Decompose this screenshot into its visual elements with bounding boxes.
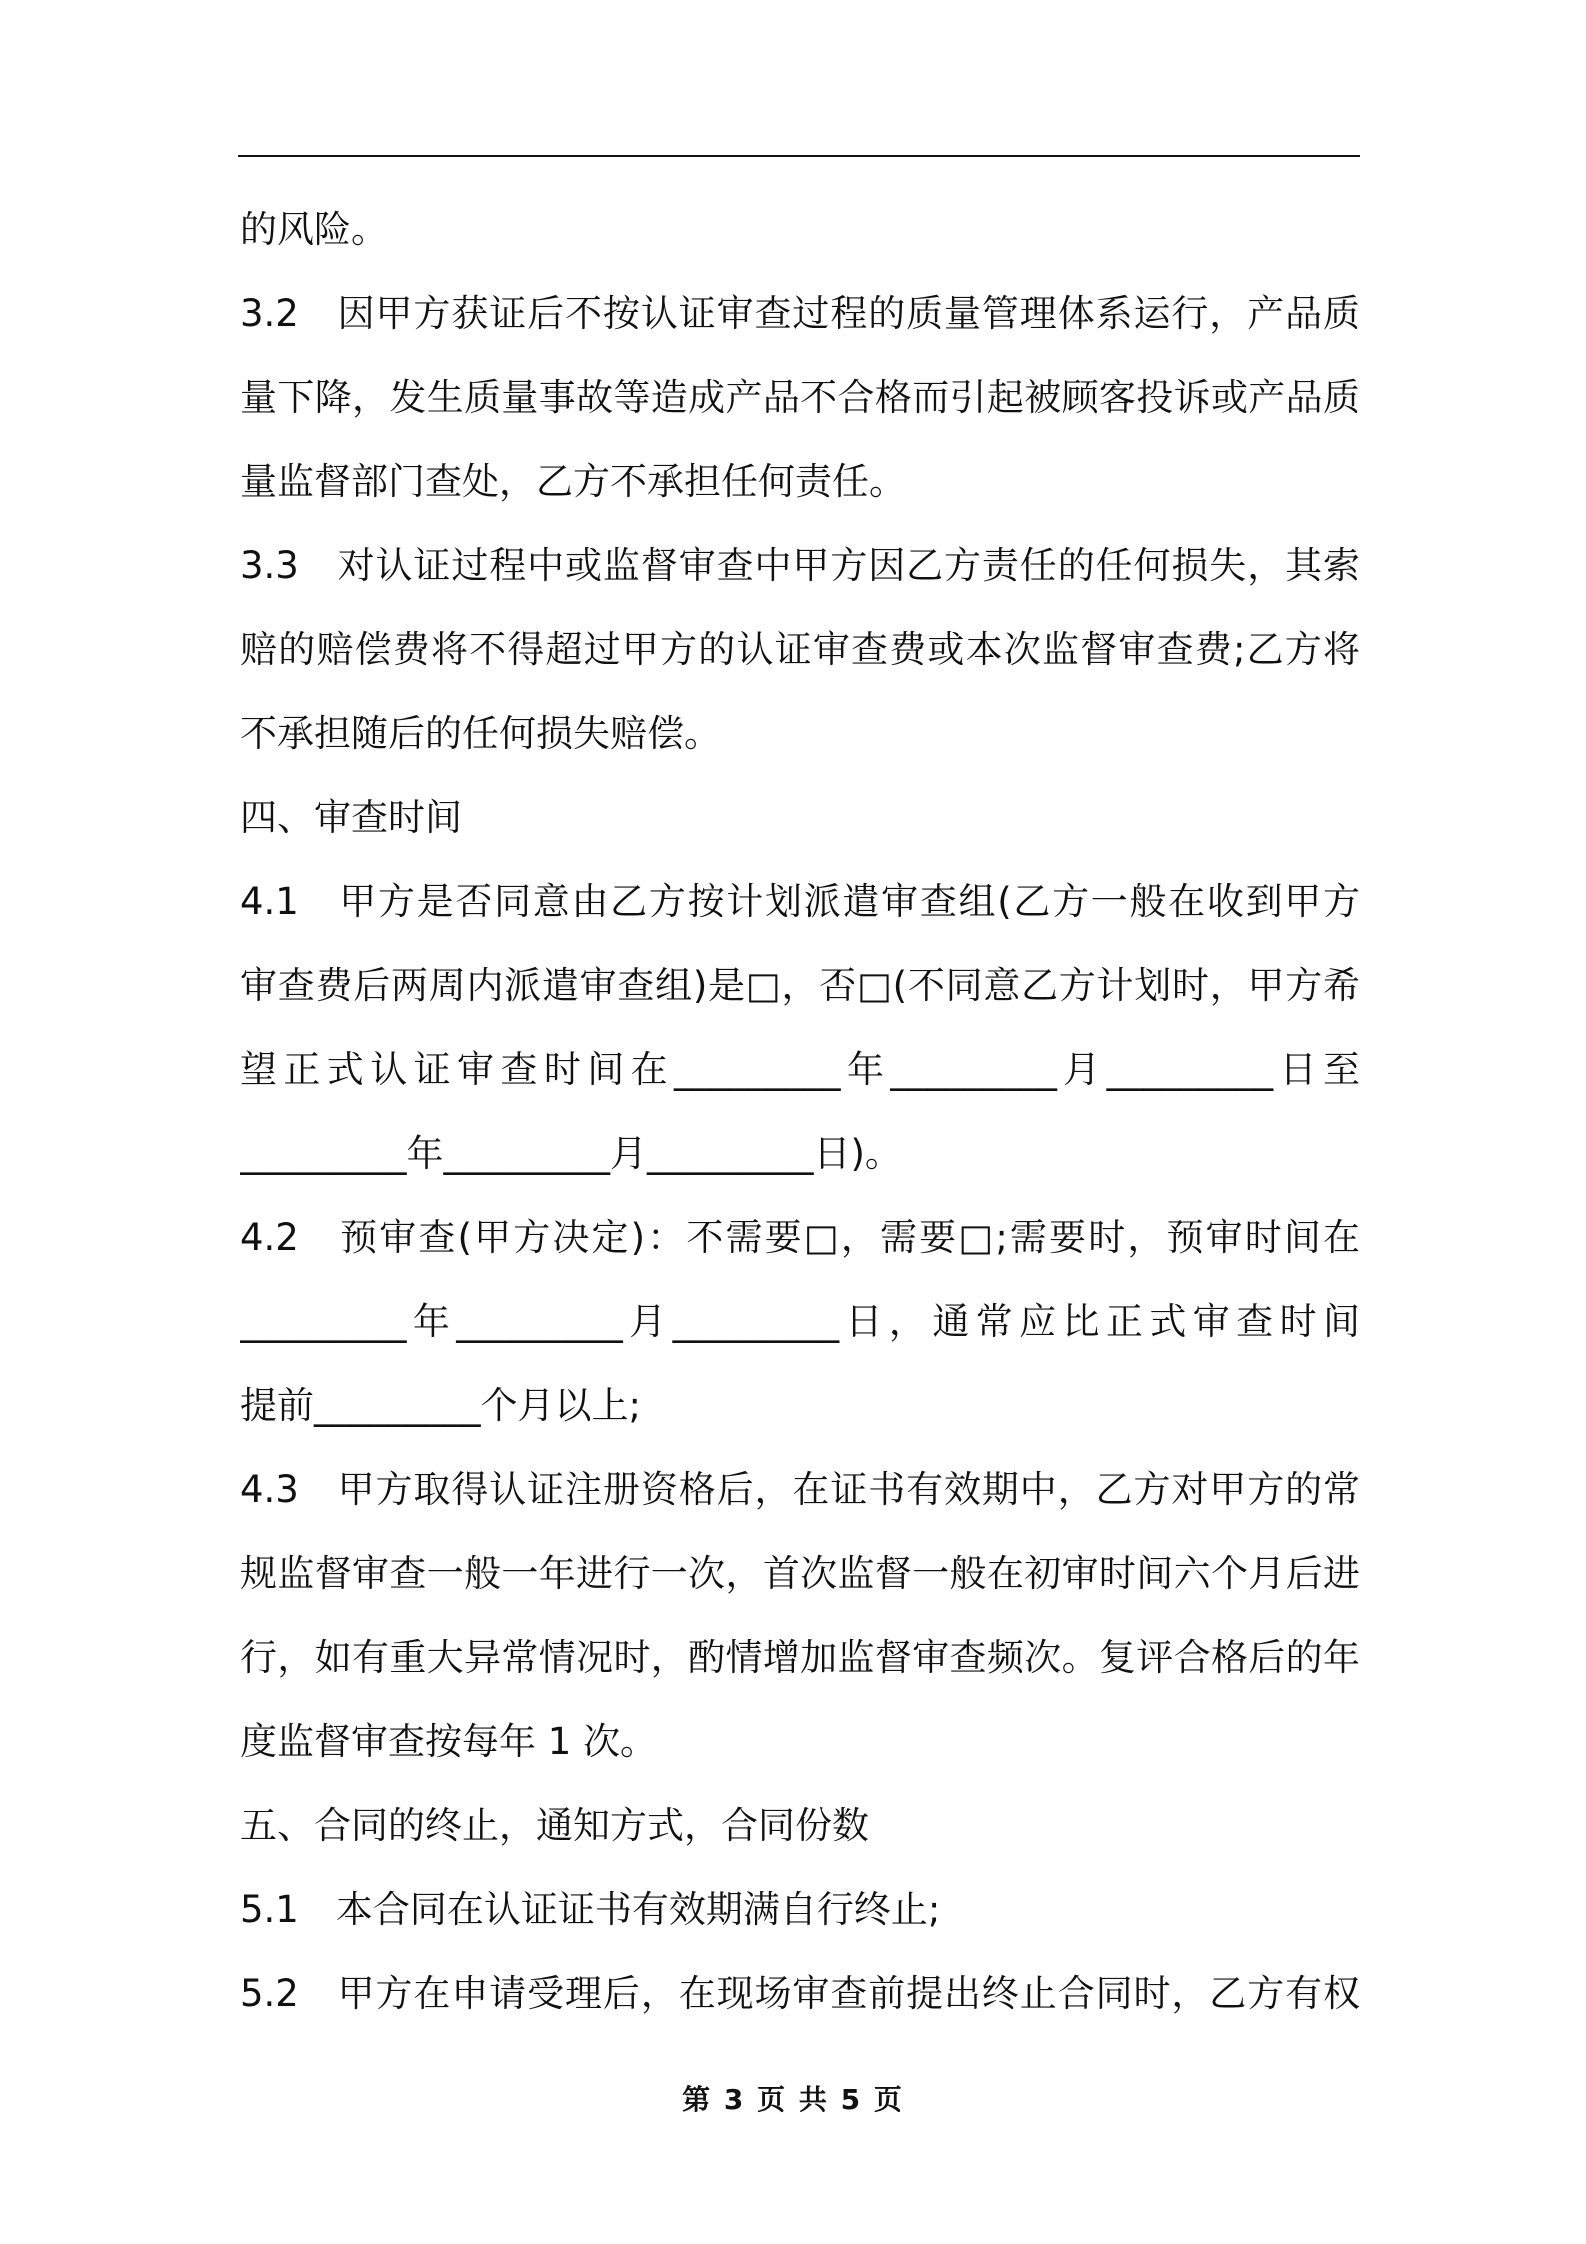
text-line-15: 提前_________个月以上; xyxy=(240,1384,641,1427)
text-line-18: 行，如有重大异常情况时，酌情增加监督审查频次。复评合格后的年 xyxy=(240,1636,1360,1679)
text-line-21: 5.1 本合同在认证证书有效期满自行终止; xyxy=(240,1888,941,1931)
text-line-9: 4.1 甲方是否同意由乙方按计划派遣审查组(乙方一般在收到甲方 xyxy=(240,880,1360,923)
text-line-12: _________年_________月_________日)。 xyxy=(240,1132,902,1175)
section-heading-4: 四、审查时间 xyxy=(240,796,462,839)
text-line-10: 审查费后两周内派遣审查组)是□，否□(不同意乙方计划时，甲方希 xyxy=(240,964,1360,1007)
header-rule xyxy=(238,155,1360,157)
text-line-16: 4.3 甲方取得认证注册资格后，在证书有效期中，乙方对甲方的常 xyxy=(240,1468,1360,1511)
text-line-19: 度监督审查按每年 1 次。 xyxy=(240,1720,658,1763)
text-line-4: 量监督部门查处，乙方不承担任何责任。 xyxy=(240,460,906,503)
document-body xyxy=(240,188,1360,2036)
section-heading-5: 五、合同的终止，通知方式，合同份数 xyxy=(240,1804,869,1847)
text-line-1: 的风险。 xyxy=(240,208,388,251)
text-line-2: 3.2 因甲方获证后不按认证审查过程的质量管理体系运行，产品质 xyxy=(240,292,1360,335)
text-line-6: 赔的赔偿费将不得超过甲方的认证审查费或本次监督审查费;乙方将 xyxy=(240,628,1360,671)
text-line-14: _________年_________月_________日，通常应比正式审查时间 xyxy=(240,1300,1360,1343)
text-line-5: 3.3 对认证过程中或监督审查中甲方因乙方责任的任何损失，其索 xyxy=(240,544,1360,587)
text-line-7: 不承担随后的任何损失赔偿。 xyxy=(240,712,721,755)
text-line-3: 量下降，发生质量事故等造成产品不合格而引起被顾客投诉或产品质 xyxy=(240,376,1360,419)
text-line-22: 5.2 甲方在申请受理后，在现场审查前提出终止合同时，乙方有权 xyxy=(240,1972,1360,2015)
text-line-13: 4.2 预审查(甲方决定)：不需要□，需要□;需要时，预审时间在 xyxy=(240,1216,1360,1259)
page-number-footer: 第 3 页 共 5 页 xyxy=(682,2083,904,2116)
text-line-17: 规监督审查一般一年进行一次，首次监督一般在初审时间六个月后进 xyxy=(240,1552,1360,1595)
text-line-11: 望正式认证审查时间在_________年_________月_________日至 xyxy=(240,1048,1360,1091)
